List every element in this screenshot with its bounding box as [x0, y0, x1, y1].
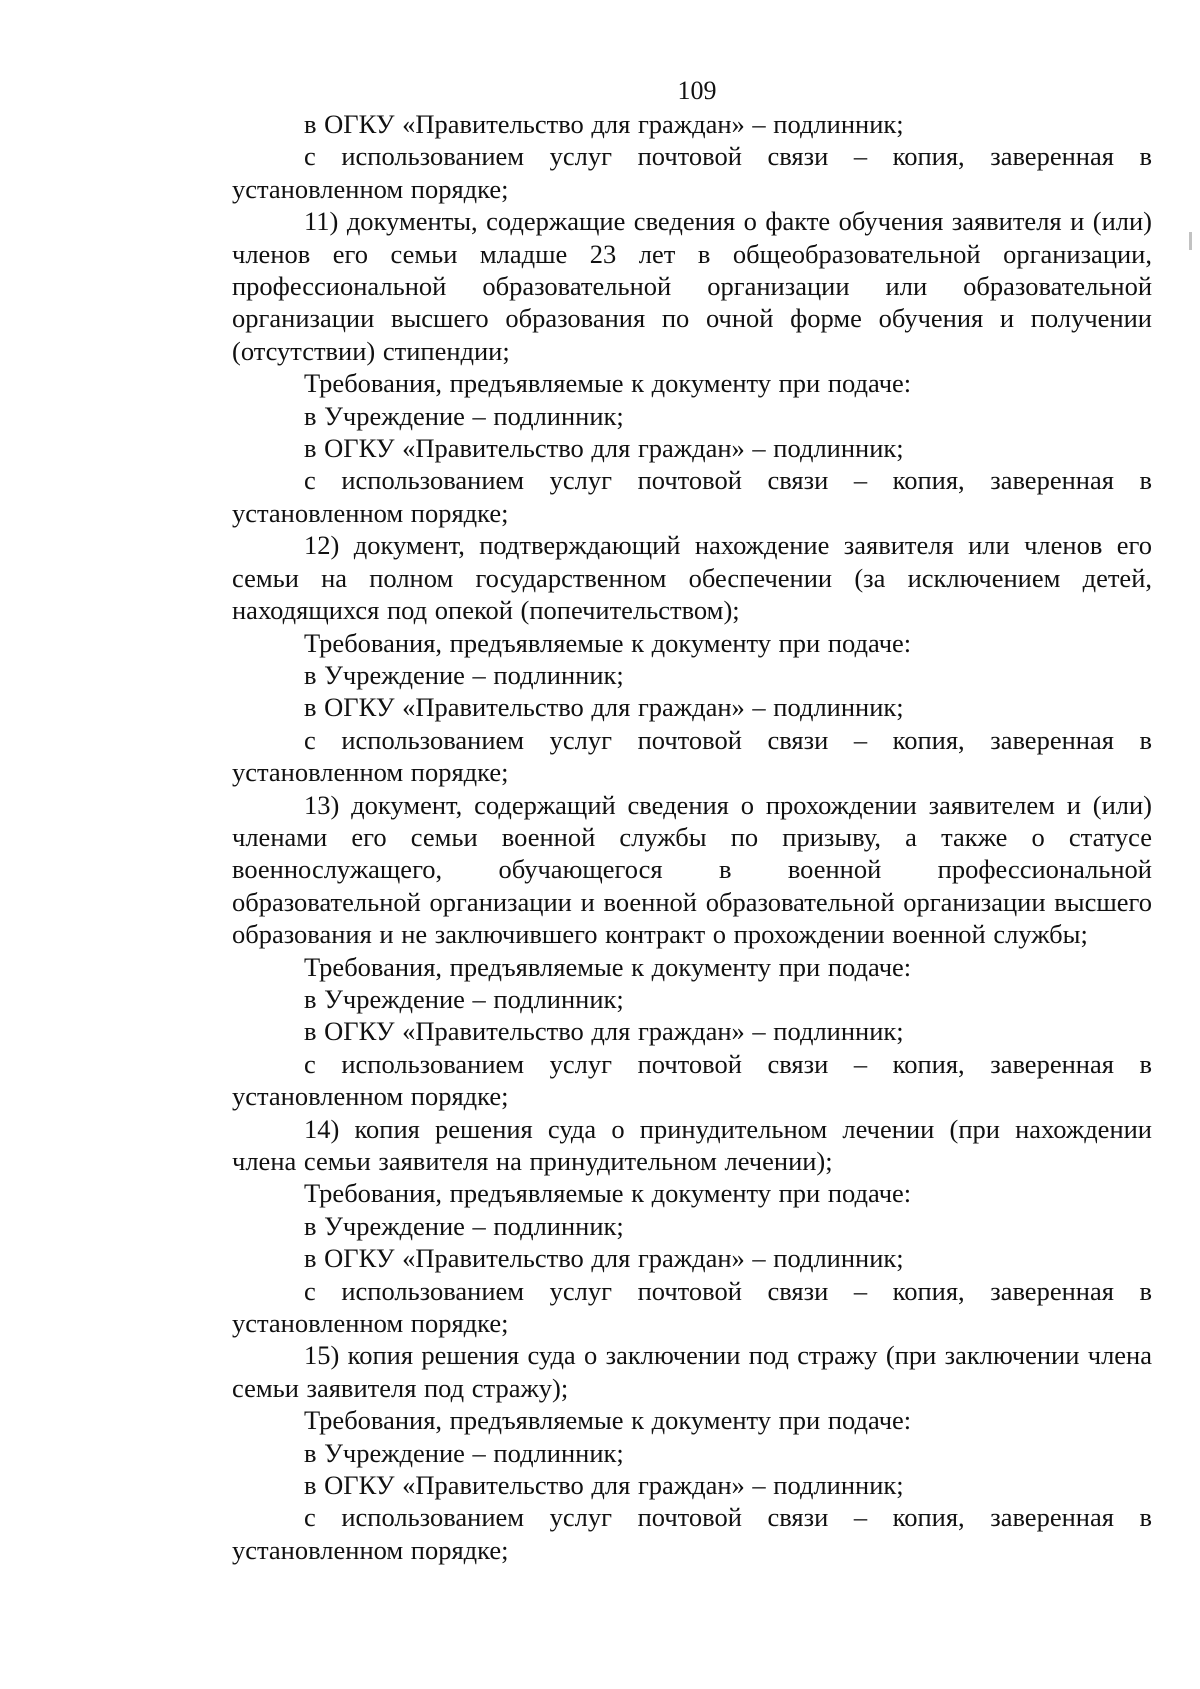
paragraph: с использованием услуг почтовой связи – копия, заверенная в установленном порядке;: [232, 1275, 1152, 1339]
paragraph: в ОГКУ «Правительство для граждан» – подлинник;: [304, 109, 904, 139]
page-number: 109: [677, 76, 717, 105]
paragraph: 12) документ, подтверждающий нахождение заявителя или членов его семьи на полном государственном обеспечении (за исключением детей, находящихся под опекой (попечительством);: [232, 530, 1152, 626]
paragraph: в ОГКУ «Правительство для граждан» – подлинник;: [304, 1243, 904, 1274]
paragraph: в ОГКУ «Правительство для граждан» – подлинник;: [304, 1470, 904, 1501]
paragraph: в Учреждение – подлинник;: [304, 1437, 624, 1468]
paragraph: в Учреждение – подлинник;: [304, 983, 624, 1014]
paragraph: Требования, предъявляемые к документу при подаче:: [304, 951, 912, 982]
paragraph: с использованием услуг почтовой связи – копия, заверенная в установленном порядке;: [232, 1502, 1152, 1565]
scan-artifact: [1189, 232, 1192, 250]
paragraph: с использованием услуг почтовой связи – копия, заверенная в установленном порядке;: [232, 465, 1152, 528]
paragraph: Требования, предъявляемые к документу при подаче:: [304, 368, 912, 399]
paragraph: в ОГКУ «Правительство для граждан» – подлинник;: [304, 692, 904, 723]
paragraph: 13) документ, содержащий сведения о прохождении заявителем и (или) членами его семьи военной службы по призыву, а также о статусе военнослужащего, обучающегося в военной профессиональной образовательной организации и военной образовательной организации высшего образования и не заключившего контракт о прохождении военной службы;: [232, 789, 1152, 950]
paragraph: Требования, предъявляемые к документу при подаче:: [304, 1178, 912, 1209]
paragraph: в ОГКУ «Правительство для граждан» – подлинник;: [304, 1016, 904, 1047]
paragraph: Требования, предъявляемые к документу при подаче:: [304, 1405, 912, 1436]
paragraph: 11) документы, содержащие сведения о факте обучения заявителя и (или) членов его семьи младше 23 лет в общеобразовательной организации, профессиональной образовательной организации или образовательной организации высшего образования по очной форме обучения и получении (отсутствии) стипендии;: [232, 206, 1152, 366]
paragraph: с использованием услуг почтовой связи – копия, заверенная в установленном порядке;: [232, 141, 1152, 204]
paragraph: в Учреждение – подлинник;: [304, 400, 624, 431]
paragraph: 15) копия решения суда о заключении под стражу (при заключении члена семьи заявителя под стражу);: [232, 1340, 1152, 1403]
document-body: [232, 108, 1152, 1566]
paragraph: с использованием услуг почтовой связи – копия, заверенная в установленном порядке;: [232, 724, 1152, 788]
paragraph: 14) копия решения суда о принудительном лечении (при нахождении члена семьи заявителя на принудительном лечении);: [232, 1113, 1152, 1176]
paragraph: Требования, предъявляемые к документу при подаче:: [304, 627, 912, 658]
paragraph: в Учреждение – подлинник;: [304, 1210, 624, 1241]
paragraph: в Учреждение – подлинник;: [304, 659, 624, 690]
document-page: [232, 76, 1152, 1566]
paragraph: с использованием услуг почтовой связи – копия, заверенная в установленном порядке;: [232, 1048, 1152, 1112]
paragraph: в ОГКУ «Правительство для граждан» – подлинник;: [304, 433, 904, 464]
